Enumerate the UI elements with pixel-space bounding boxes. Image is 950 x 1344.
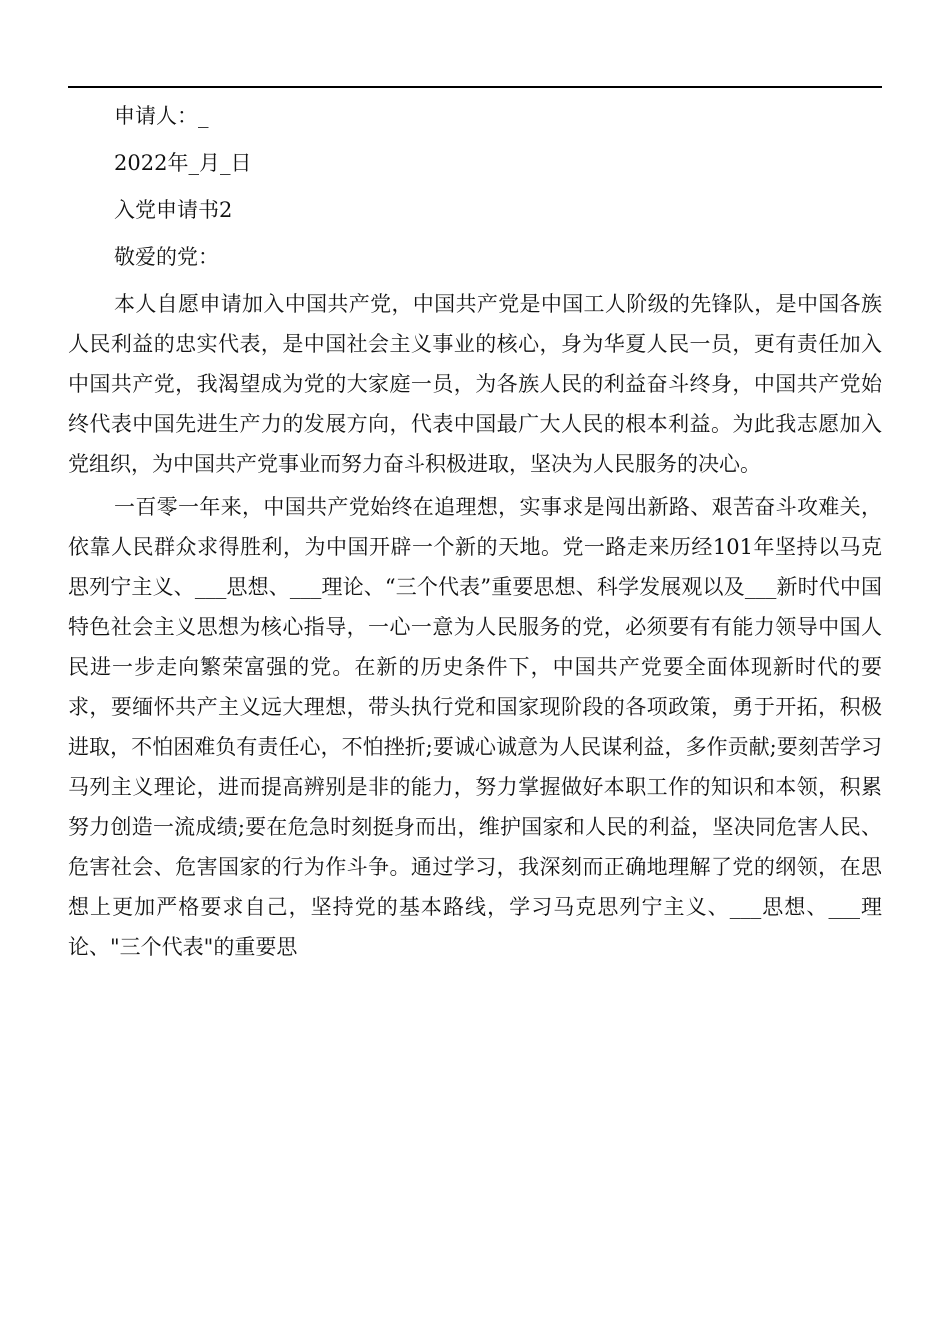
document-body (68, 96, 882, 970)
date-line: 2022年_月_日 (114, 151, 252, 175)
paragraph-2: 一百零一年来，中国共产党始终在追理想，实事求是闯出新路、艰苦奋斗攻难关，依靠人民群众求得胜利，为中国开辟一个新的天地。党一路走来历经101年坚持以马克思列宁主义、___思想、___理论、“三个代表”重要思想、科学发展观以及___新时代中国特色社会主义思想为核心指导，一心一意为人民服务的党，必须要有有能力领导中国人民进一步走向繁荣富强的党。在新的历史条件下，中国共产党要全面体现新时代的要求，要缅怀共产主义远大理想，带头执行党和国家现阶段的各项政策，勇于开拓，积极进取，不怕困难负有责任心，不怕挫折;要诚心诚意为人民谋利益，多作贡献;要刻苦学习马列主义理论，进而提高辨别是非的能力，努力掌握做好本职工作的知识和本领，积累努力创造一流成绩;要在危急时刻挺身而出，维护国家和人民的利益，坚决同危害人民、危害社会、危害国家的行为作斗争。通过学习，我深刻而正确地理解了党的纲领，在思想上更加严格要求自己，坚持党的基本路线，学习马克思列宁主义、___思想、___理论、"三个代表"的重要思 (68, 495, 882, 959)
applicant-line: 申请人：_ (114, 104, 209, 128)
salutation: 敬爱的党： (114, 245, 219, 269)
paragraph-1: 本人自愿申请加入中国共产党，中国共产党是中国工人阶级的先锋队，是中国各族人民利益的忠实代表，是中国社会主义事业的核心，身为华夏人民一员，更有责任加入中国共产党，我渴望成为党的大家庭一员，为各族人民的利益奋斗终身，中国共产党始终代表中国先进生产力的发展方向，代表中国最广大人民的根本利益。为此我志愿加入党组织，为中国共产党事业而努力奋斗积极进取，坚决为人民服务的决心。 (68, 292, 882, 476)
section-title: 入党申请书2 (114, 198, 233, 222)
header-rule (68, 86, 882, 88)
